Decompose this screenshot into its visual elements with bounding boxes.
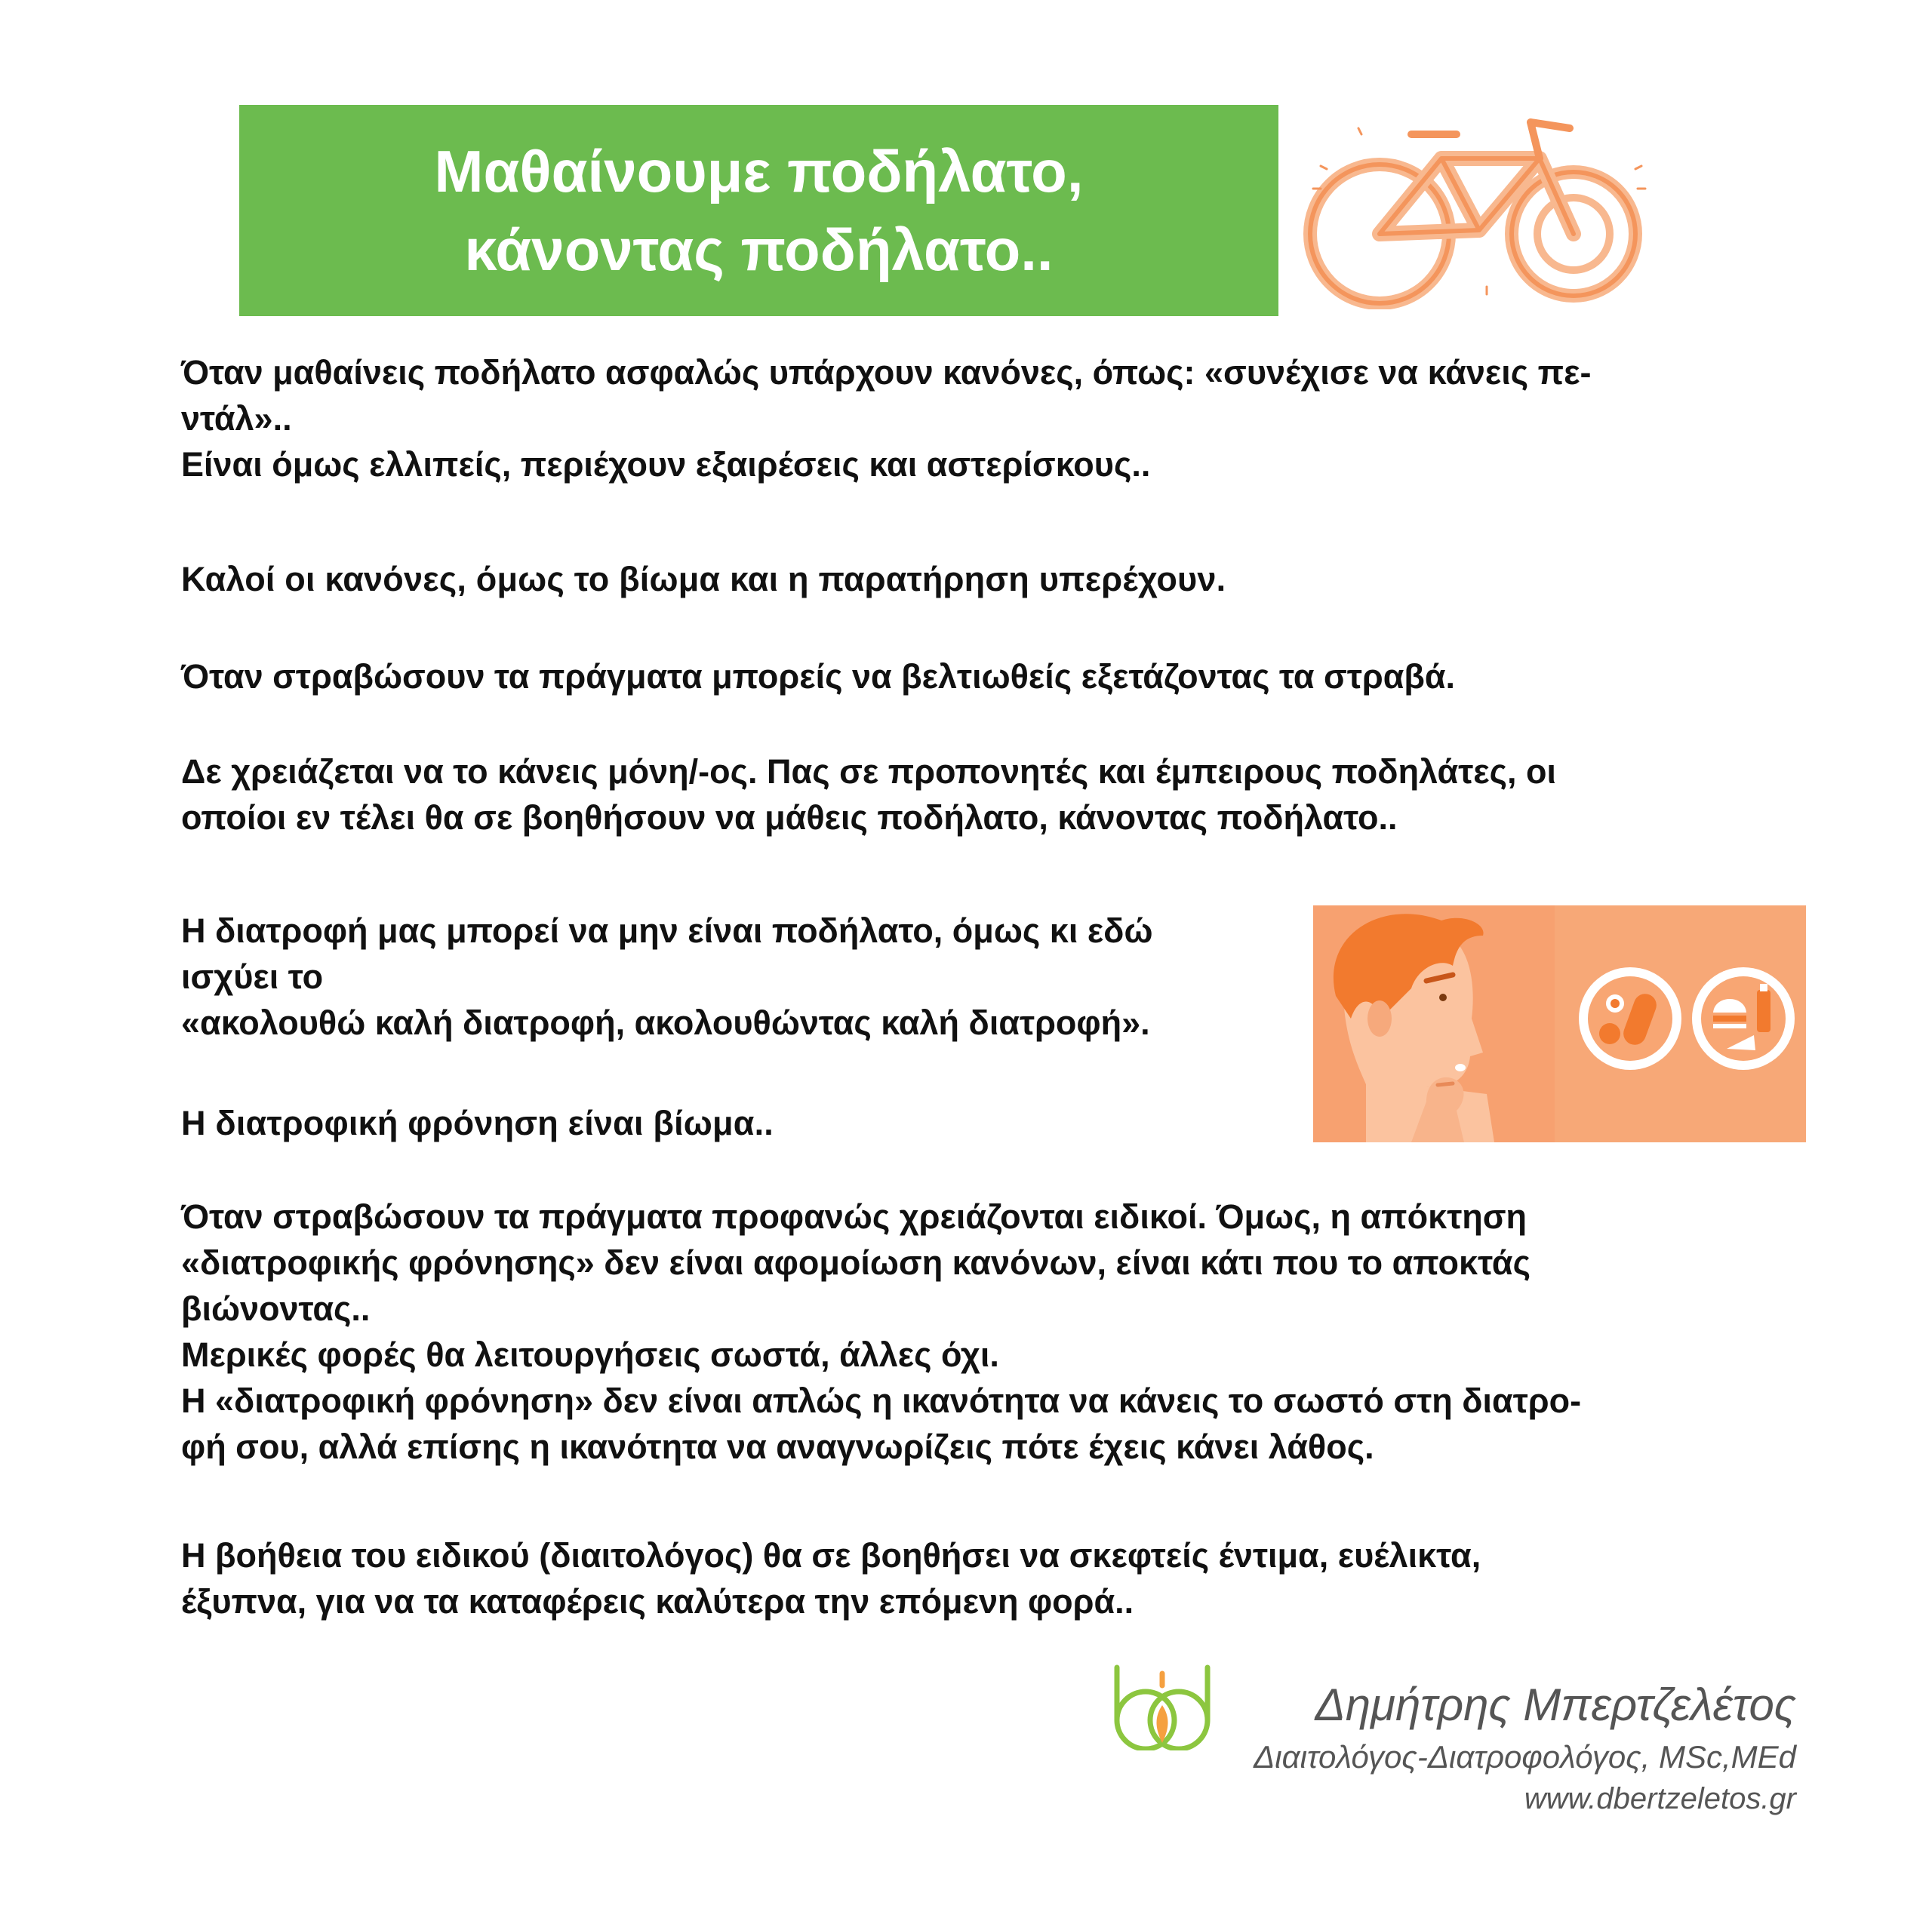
signature-name: Δημήτρης Μπερτζελέτος (1315, 1680, 1796, 1730)
title-line-1: Μαθαίνουμε ποδήλατο, (434, 138, 1084, 204)
paragraph-1 (181, 349, 1804, 487)
paragraph-7-line-1: Όταν στραβώσουν τα πράγματα προφανώς χρειάζονται ειδικοί. Όμως, η απόκτηση (181, 1197, 1527, 1236)
bicycle-icon (1291, 113, 1668, 309)
paragraph-3 (181, 653, 1804, 699)
paragraph-1-line-1: Όταν μαθαίνεις ποδήλατο ασφαλώς υπάρχουν κανόνες, όπως: «συνέχισε να κάνεις πε- (181, 353, 1592, 392)
paragraph-1-line-3: Είναι όμως ελλιπείς, περιέχουν εξαιρέσεις και αστερίσκους.. (181, 445, 1151, 484)
paragraph-7 (181, 1194, 1804, 1470)
paragraph-7-line-5: Η «διατροφική φρόνηση» δεν είναι απλώς η ικανότητα να κάνεις το σωστό στη διατρο- (181, 1381, 1582, 1420)
paragraph-8-line-2: έξυπνα, για να τα καταφέρεις καλύτερα την επόμενη φορά.. (181, 1582, 1134, 1621)
paragraph-3-line-1: Όταν στραβώσουν τα πράγματα μπορείς να βελτιωθείς εξετάζοντας τα στραβά. (181, 657, 1456, 696)
paragraph-5-line-1: Η διατροφή μας μπορεί να μην είναι ποδήλατο, όμως κι εδώ (181, 911, 1153, 950)
paragraph-7-line-3: βιώνοντας.. (181, 1289, 371, 1328)
paragraph-5-line-3: «ακολουθώ καλή διατροφή, ακολουθώντας καλή διατροφή». (181, 1003, 1150, 1042)
paragraph-1-line-2: ντάλ».. (181, 399, 292, 438)
paragraph-6-line-1: Η διατροφική φρόνηση είναι βίωμα.. (181, 1104, 774, 1142)
paragraph-5-line-2: ισχύει το (181, 957, 324, 996)
paragraph-8-line-1: Η βοήθεια του ειδικού (διαιτολόγος) θα σε βοηθήσει να σκεφτείς έντιμα, ευέλικτα, (181, 1536, 1481, 1575)
paragraph-8 (181, 1532, 1804, 1624)
title-banner (239, 105, 1278, 316)
paragraph-7-line-2: «διατροφικής φρόνησης» δεν είναι αφομοίωση κανόνων, είναι κάτι που το αποκτάς (181, 1243, 1531, 1282)
paragraph-5 (181, 908, 1306, 1046)
paragraph-7-line-4: Μερικές φορές θα λειτουργήσεις σωστά, άλλες όχι. (181, 1335, 999, 1374)
food-choice-illustration (1313, 905, 1806, 1142)
paragraph-7-line-6: φή σου, αλλά επίσης η ικανότητα να αναγνωρίζεις πότε έχεις κάνει λάθος. (181, 1428, 1374, 1466)
paragraph-4 (181, 748, 1804, 841)
paragraph-2 (181, 556, 1804, 602)
signature-website-link[interactable]: www.dbertzeletos.gr (1524, 1782, 1796, 1815)
signature-title: Διαιτολόγος-Διατροφολόγος, MSc,MEd (1254, 1739, 1796, 1775)
paragraph-4-line-2: οποίοι εν τέλει θα σε βοηθήσουν να μάθεις ποδήλατο, κάνοντας ποδήλατο.. (181, 798, 1398, 837)
title-line-2: κάνοντας ποδήλατο.. (464, 217, 1054, 283)
thinking-person-icon (1313, 905, 1806, 1142)
paragraph-2-line-1: Καλοί οι κανόνες, όμως το βίωμα και η παρατήρηση υπερέχουν. (181, 560, 1226, 598)
paragraph-4-line-1: Δε χρειάζεται να το κάνεις μόνη/-ος. Πας σε προπονητές και έμπειρους ποδηλάτες, οι (181, 752, 1557, 791)
dietitian-logo-icon (1102, 1660, 1223, 1750)
